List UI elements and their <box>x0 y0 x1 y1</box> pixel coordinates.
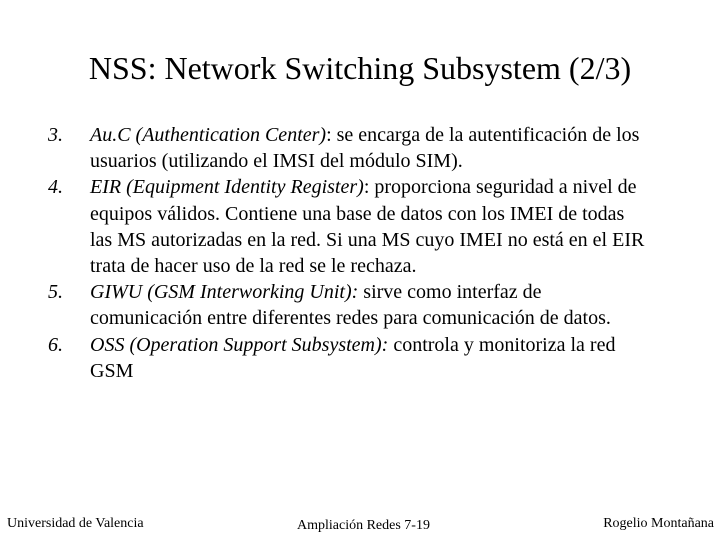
item-description: controla y monitoriza la red GSM <box>90 333 616 382</box>
item-text <box>90 174 650 279</box>
item-description: sirve como interfaz de comunicación entre diferentes redes para comunicación de datos. <box>90 281 611 330</box>
item-term: OSS (Operation Support Subsystem): <box>90 333 389 356</box>
item-text <box>90 332 650 384</box>
list-item <box>0 122 720 174</box>
footer-right: Rogelio Montañana <box>603 516 714 531</box>
slide-title: NSS: Network Switching Subsystem (2/3) <box>88 50 632 86</box>
item-number: 6. <box>48 333 63 356</box>
item-text <box>90 279 650 331</box>
list-item <box>0 332 720 384</box>
item-term: EIR (Equipment Identity Register) <box>90 176 364 199</box>
item-number: 3. <box>48 124 63 146</box>
item-term: GIWU (GSM Interworking Unit): <box>90 281 359 304</box>
footer-left: Universidad de Valencia <box>7 516 144 531</box>
item-term: Au.C (Authentication Center) <box>90 124 327 146</box>
item-description: : proporciona seguridad a nivel de equipos válidos. Contiene una base de datos con los IMEI de todas las MS autorizadas en la red. Si una MS cuyo IMEI no está en el EIR trata de hacer uso de la red se le rechaza. <box>90 176 645 278</box>
list-item <box>0 279 720 331</box>
item-list <box>0 122 720 384</box>
item-description: : se encarga de la autentificación de los usuarios (utilizando el IMSI del módulo SIM). <box>90 124 640 173</box>
item-number: 5. <box>48 281 63 304</box>
list-item <box>0 174 720 279</box>
item-text <box>90 122 650 174</box>
footer-center: Ampliación Redes 7-19 <box>297 518 430 533</box>
item-number: 4. <box>48 176 63 199</box>
